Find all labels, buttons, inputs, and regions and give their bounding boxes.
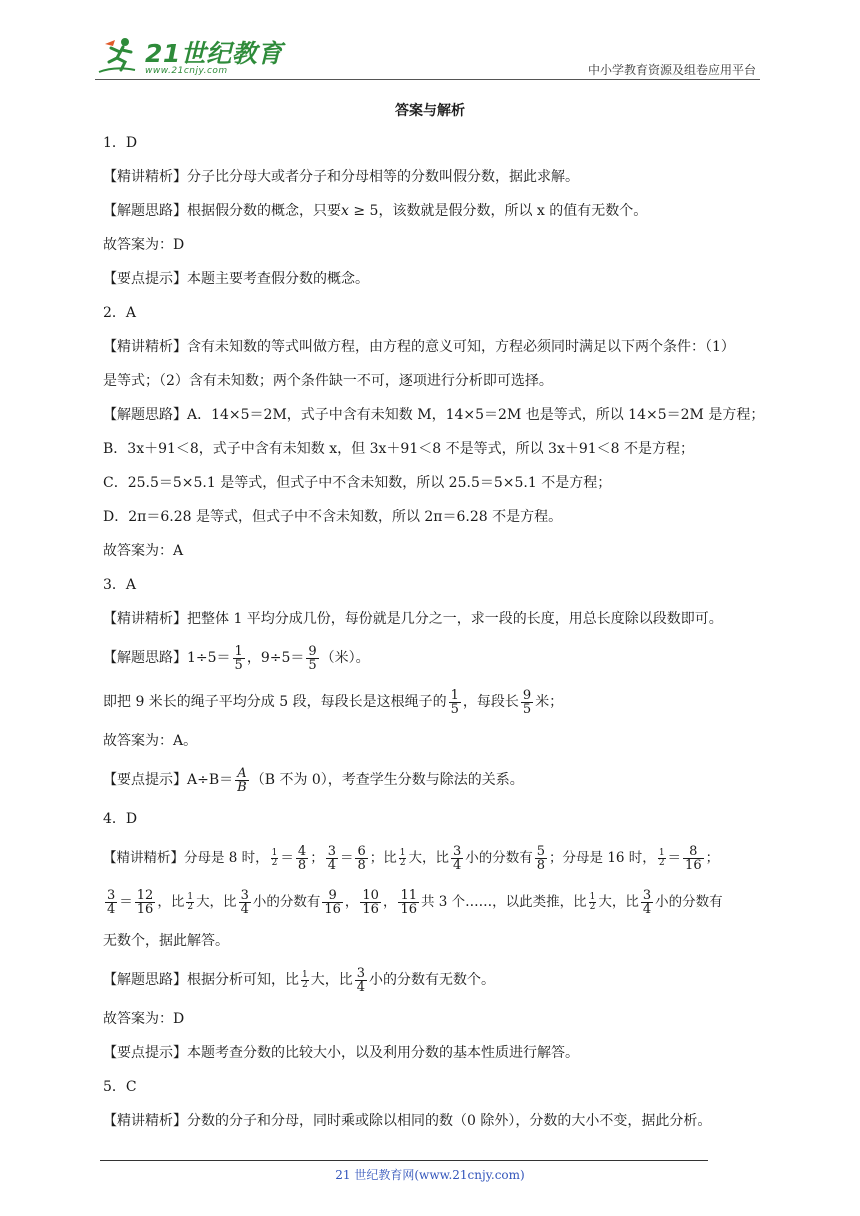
q4-solution [103,958,767,1002]
fraction-numerator: 4 [297,844,307,859]
fraction-denominator: 2 [399,858,406,868]
q4-text: 小的分数有无数个。 [369,972,496,988]
q4-text: 大，比 [196,894,237,910]
q3-solution-text-2: ，9÷5＝ [246,650,305,666]
fraction-numerator: 1 [589,892,596,902]
q4-text: 大，比 [408,850,449,866]
q1-solution-text: 【解题思路】根据假分数的概念，只要 [103,203,341,219]
fraction-numerator: 1 [658,848,665,858]
q2-solution-a: 【解题思路】A．14×5＝2M，式子中含有未知数 M，14×5＝2M 也是等式，所以 14×5＝2M 是方程； [103,407,765,423]
fraction [326,845,338,872]
fraction [449,689,461,716]
footer-divider [100,1160,708,1161]
fraction [658,849,666,868]
q4-text: ；分母是 16 时， [549,850,656,866]
equals-sign: ＝ [119,894,133,910]
fraction [301,971,309,990]
q4-text: 共 3 个……，以此类推，比 [420,894,587,910]
q2-analysis-line1: 【精讲精析】含有未知数的等式叫做方程，由方程的意义可知，方程必须同时满足以下两个条件：（1） [103,339,735,355]
fraction-denominator: 2 [302,979,308,990]
page-title: 答案与解析 [395,103,465,119]
q4-text: ； [310,850,324,866]
fraction-numerator: 3 [327,844,336,859]
fraction [360,889,381,916]
q3-analysis: 【精讲精析】把整体 1 平均分成几份，每份就是几分之一，求一段的长度，用总长度除以段数即可。 [103,611,723,627]
fraction [105,889,117,916]
q1-var: x [341,203,349,219]
platform-name: 中小学教育资源及组卷应用平台 [587,63,756,77]
fraction-numerator: 1 [450,687,459,703]
fraction [296,845,308,872]
fraction-denominator: 16 [685,858,702,873]
q3-final: 故答案为：A。 [103,733,198,749]
fraction-numerator: 1 [234,643,243,659]
fraction-denominator: 5 [450,701,459,717]
fraction [641,889,653,916]
fraction-denominator: 8 [536,858,546,873]
fraction-numerator: 8 [689,844,698,859]
fraction-numerator: 1 [399,848,406,858]
q3-solution-text-3: （米）。 [320,650,370,666]
q5-answer: 5．C [103,1079,137,1095]
fraction-numerator: 11 [400,888,417,903]
equals-sign: ＝ [280,850,294,866]
fraction [398,889,419,916]
fraction [306,645,318,672]
answer-content [103,126,767,1138]
fraction-denominator: 16 [400,902,417,917]
q4-final: 故答案为：D [103,1011,185,1027]
q3-solution-text: 【解题思路】1÷5＝ [103,650,231,666]
fraction-denominator: 8 [297,858,307,873]
runner-logo-icon [95,36,143,76]
fraction-denominator: 4 [327,858,336,873]
q2-solution-c: C．25.5＝5×5.1 是等式，但式子中不含未知数，所以 25.5＝5×5.1 不是方程； [103,475,612,491]
fraction-numerator: 9 [328,888,337,903]
equals-sign: ＝ [339,850,354,866]
q4-analysis-line1 [103,836,767,880]
fraction-numerator: 9 [522,687,532,703]
fraction-denominator: 4 [240,902,249,917]
q3-expl-text-2: ，每段长 [462,694,519,710]
fraction-denominator: 5 [234,657,243,673]
logo-title: 21世纪教育 [145,39,283,68]
q3-solution [103,636,767,680]
fraction-numerator: 1 [271,848,278,858]
q3-expl-text-3: 米； [535,694,564,710]
fraction-denominator: 4 [642,902,652,917]
q4-analysis-line3: 无数个，据此解答。 [103,933,229,949]
fraction-denominator: 5 [308,657,317,673]
fraction-numerator: 3 [452,844,462,859]
q3-answer: 3．A [103,577,137,593]
q1-analysis: 【精讲精析】分子比分母大或者分子和分母相等的分数叫假分数，据此求解。 [103,169,579,185]
q4-text: ；比 [369,850,397,866]
fraction-denominator: 4 [107,902,116,917]
fraction [355,967,367,994]
fraction [235,767,249,794]
q5-analysis: 【精讲精析】分数的分子和分母，同时乘或除以相同的数（0 除外），分数的大小不变，据此分析。 [103,1113,712,1129]
header-divider [95,79,760,80]
q4-text: 小的分数有 [655,894,723,910]
q4-text: 大，比 [310,972,353,988]
q4-text: ， [344,894,359,910]
fraction-denominator: 2 [187,902,194,912]
fraction-denominator: 8 [357,858,366,873]
fraction-denominator: B [237,779,247,795]
q4-answer: 4．D [103,811,138,827]
logo-url: www.21cnjy.com [145,66,228,76]
fraction [186,893,194,912]
fraction [322,889,343,916]
q4-analysis-line2 [103,880,767,924]
q3-tip [103,758,767,802]
q1-final: 故答案为：D [103,237,185,253]
q1-answer: 1．D [103,135,138,151]
q4-text: ； [705,850,720,866]
fraction-denominator: 4 [356,979,366,995]
q3-tip-text: 【要点提示】A÷B＝ [103,772,234,788]
q3-tip-text-2: （B 不为 0），考查学生分数与除法的关系。 [250,772,524,788]
fraction [355,845,367,872]
equals-sign: ＝ [667,850,682,866]
q4-text: 【解题思路】根据分析可知，比 [103,972,299,988]
fraction-numerator: 6 [357,844,366,859]
fraction-numerator: 3 [356,965,366,981]
q4-text: 小的分数有 [465,850,533,866]
fraction-numerator: 3 [642,888,652,903]
fraction-numerator: 1 [302,969,308,980]
q4-text: ， [382,894,397,910]
q2-solution-b: B．3x＋91＜8，式子中含有未知数 x，但 3x＋91＜8 不是等式，所以 3x＋91＜8 不是方程； [103,441,695,457]
fraction [451,845,463,872]
footer-link[interactable]: 21 世纪教育网(www.21cnjy.com) [335,1168,525,1182]
q1-solution-text-2: ≥ 5，该数就是假分数，所以 x 的值有无数个。 [348,203,648,219]
fraction-denominator: 5 [522,701,532,717]
fraction-denominator: 16 [324,902,341,917]
fraction-denominator: 2 [658,858,665,868]
q3-expl-text: 即把 9 米长的绳子平均分成 5 段，每段长是这根绳子的 [103,694,447,710]
fraction-numerator: A [237,765,247,781]
q4-text: 大，比 [598,894,639,910]
fraction [239,889,251,916]
fraction-numerator: 10 [362,888,379,903]
fraction [683,845,704,872]
site-logo[interactable] [95,36,283,76]
fraction-denominator: 2 [271,858,278,868]
q2-final: 故答案为：A [103,543,184,559]
q1-solution [103,194,767,228]
fraction [589,893,597,912]
q4-tip: 【要点提示】本题考查分数的比较大小，以及利用分数的基本性质进行解答。 [103,1045,579,1061]
q4-text: 小的分数有 [252,894,321,910]
fraction-denominator: 16 [136,902,154,917]
fraction [535,845,547,872]
fraction [135,889,156,916]
fraction-denominator: 4 [452,858,462,873]
fraction-numerator: 1 [187,892,194,902]
q3-explanation [103,680,767,724]
fraction-numerator: 3 [240,888,249,903]
q2-solution-d: D．2π＝6.28 是等式，但式子中不含未知数，所以 2π＝6.28 不是方程。 [103,509,563,525]
q4-text: 【精讲精析】分母是 8 时， [103,850,269,866]
fraction-numerator: 9 [308,643,317,659]
q2-answer: 2．A [103,305,137,321]
fraction [233,645,245,672]
q1-tip: 【要点提示】本题主要考查假分数的概念。 [103,271,369,287]
fraction-numerator: 5 [536,844,546,859]
q2-analysis-line2: 是等式；（2）含有未知数；两个条件缺一不可，逐项进行分析即可选择。 [103,373,553,389]
fraction-denominator: 2 [589,902,596,912]
q4-text: ，比 [157,894,185,910]
fraction [271,849,279,868]
fraction [521,689,533,716]
fraction-denominator: 16 [362,902,379,917]
fraction [399,849,407,868]
fraction-numerator: 3 [107,888,116,903]
fraction-numerator: 12 [136,888,154,903]
